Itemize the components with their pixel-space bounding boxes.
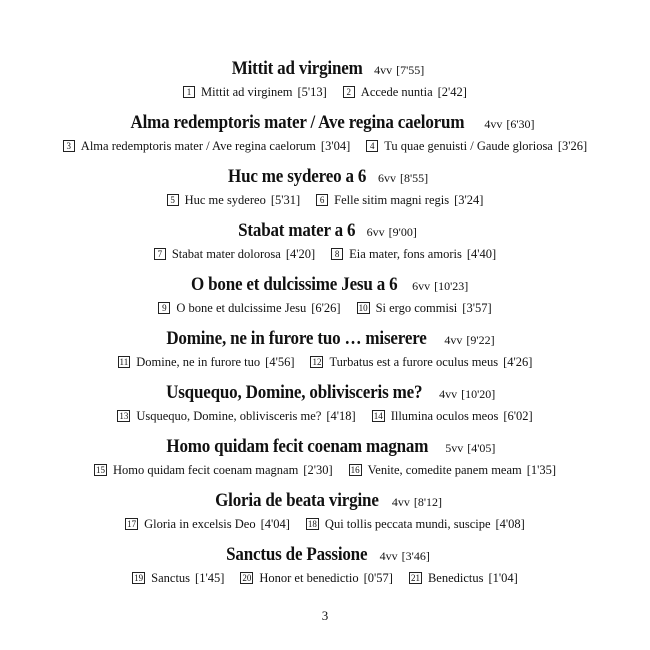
track-number-box: 12 [312, 357, 322, 367]
track-title: Mittit ad virginem [201, 85, 293, 99]
track-title: Venite, comedite panem meam [367, 463, 522, 477]
work-meta [392, 495, 442, 509]
track-row [0, 568, 650, 588]
track-number-box: 8 [331, 248, 343, 260]
work-duration: [8'55] [400, 171, 429, 185]
track-duration: [4'18] [326, 409, 356, 423]
work-entry [0, 489, 650, 543]
work-voices: 4vv [484, 117, 503, 131]
work-duration: [6'30] [506, 117, 535, 131]
work-voices: 4vv [374, 63, 393, 77]
track-duration: [6'26] [311, 301, 341, 315]
track-duration: [2'30] [303, 463, 333, 477]
work-heading [0, 381, 650, 406]
track-item [331, 244, 496, 264]
track-number-box: 9 [158, 302, 170, 314]
track-item [63, 136, 350, 156]
track-duration: [4'26] [503, 355, 533, 369]
track-item [316, 190, 483, 210]
track-duration: [3'57] [462, 301, 492, 315]
work-voices: 4vv [379, 549, 398, 563]
track-row [0, 82, 650, 102]
track-number-box: 6 [316, 194, 328, 206]
track-item [154, 244, 315, 264]
work-heading [0, 273, 650, 298]
work-title: Stabat mater a 6 [238, 221, 356, 241]
track-title: Accede nuntia [360, 85, 433, 99]
track-item [94, 460, 333, 480]
track-duration: [6'02] [503, 409, 533, 423]
track-title: O bone et dulcissime Jesu [176, 301, 307, 315]
work-duration: [10'20] [461, 387, 496, 401]
work-meta [412, 279, 468, 293]
track-item [357, 298, 492, 318]
track-number-box: 11 [119, 357, 129, 367]
track-title: Stabat mater dolorosa [171, 247, 281, 261]
work-duration: [9'22] [466, 333, 495, 347]
track-row [0, 514, 650, 534]
track-number-box: 4 [366, 140, 378, 152]
track-duration: [3'24] [454, 193, 484, 207]
track-number-box: 21 [410, 573, 420, 583]
work-voices: 4vv [391, 495, 410, 509]
work-duration: [9'00] [388, 225, 417, 239]
work-voices: 4vv [444, 333, 463, 347]
work-meta [445, 441, 495, 455]
work-voices: 4vv [439, 387, 458, 401]
track-title: Si ergo commisi [375, 301, 458, 315]
track-title: Alma redemptoris mater / Ave regina caelorum [80, 139, 316, 153]
track-duration: [3'04] [320, 139, 351, 153]
work-title: Sanctus de Passione [226, 545, 368, 565]
track-item [167, 190, 301, 210]
track-title: Turbatus est a furore oculus meus [329, 355, 499, 369]
work-title: Gloria de beata virgine [215, 491, 379, 511]
track-item [306, 514, 525, 534]
work-title: Huc me sydereo a 6 [227, 167, 367, 187]
work-heading [0, 435, 650, 460]
work-title: Mittit ad virginem [231, 59, 363, 79]
work-heading [0, 219, 650, 244]
track-item [310, 352, 532, 372]
track-number-box: 5 [167, 194, 179, 206]
track-title: Huc me sydereo [184, 193, 266, 207]
track-row [0, 136, 650, 156]
track-number-box: 7 [154, 248, 166, 260]
work-entry [0, 165, 650, 219]
work-duration: [4'05] [467, 441, 496, 455]
track-number-box: 13 [119, 411, 129, 421]
work-heading [0, 57, 650, 82]
track-duration: [5'13] [297, 85, 327, 99]
track-duration: [4'08] [495, 517, 525, 531]
work-entry [0, 327, 650, 381]
track-title: Qui tollis peccata mundi, suscipe [324, 517, 491, 531]
track-title: Homo quidam fecit coenam magnam [112, 463, 299, 477]
work-meta [367, 225, 417, 239]
track-number-box: 18 [307, 519, 317, 529]
track-row [0, 460, 650, 480]
track-duration: [4'04] [260, 517, 290, 531]
track-title: Gloria in excelsis Deo [144, 517, 256, 531]
track-row [0, 244, 650, 264]
track-duration: [4'56] [265, 355, 295, 369]
track-item [117, 406, 355, 426]
track-number-box: 3 [63, 140, 75, 152]
track-listing [0, 57, 650, 597]
track-number-box: 1 [183, 86, 195, 98]
track-title: Felle sitim magni regis [334, 193, 450, 207]
work-meta [444, 333, 494, 347]
work-duration: [10'23] [434, 279, 469, 293]
track-number-box: 10 [358, 303, 368, 313]
track-row [0, 352, 650, 372]
track-number-box: 16 [350, 465, 360, 475]
track-duration: [0'57] [363, 571, 393, 585]
work-duration: [3'46] [401, 549, 430, 563]
track-item [132, 568, 224, 588]
work-voices: 6vv [366, 225, 385, 239]
track-number-box: 14 [373, 411, 383, 421]
work-heading [0, 111, 650, 136]
track-duration: [5'31] [270, 193, 301, 207]
track-item [125, 514, 290, 534]
work-entry [0, 57, 650, 111]
track-duration: [4'40] [466, 247, 497, 261]
track-title: Tu quae genuisti / Gaude gloriosa [384, 139, 553, 153]
track-number-box: 15 [95, 465, 105, 475]
track-duration: [4'20] [285, 247, 316, 261]
work-meta [380, 549, 430, 563]
track-title: Usquequo, Domine, oblivisceris me? [136, 409, 322, 423]
work-duration: [7'55] [396, 63, 425, 77]
work-entry [0, 111, 650, 165]
track-item [183, 82, 327, 102]
work-title: Homo quidam fecit coenam magnam [165, 437, 428, 457]
track-title: Illumina oculos meos [390, 409, 499, 423]
track-item [240, 568, 393, 588]
track-duration: [3'26] [557, 139, 588, 153]
work-title: Alma redemptoris mater / Ave regina caelorum [130, 113, 464, 133]
work-title: Usquequo, Domine, oblivisceris me? [165, 383, 422, 403]
track-item [372, 406, 533, 426]
track-number-box: 19 [134, 573, 144, 583]
work-heading [0, 165, 650, 190]
track-number-box: 20 [242, 573, 252, 583]
track-item [343, 82, 467, 102]
work-voices: 6vv [412, 279, 431, 293]
track-title: Sanctus [151, 571, 191, 585]
track-row [0, 298, 650, 318]
work-meta [378, 171, 428, 185]
work-heading [0, 489, 650, 514]
track-item [118, 352, 295, 372]
page-number: 3 [321, 608, 329, 623]
track-duration: [1'35] [526, 463, 557, 477]
work-title: O bone et dulcissime Jesu a 6 [190, 275, 398, 295]
track-item [349, 460, 556, 480]
track-duration: [2'42] [437, 85, 467, 99]
track-row [0, 406, 650, 426]
work-entry [0, 381, 650, 435]
track-row [0, 190, 650, 210]
work-meta [484, 117, 534, 131]
track-duration: [1'04] [488, 571, 518, 585]
track-item [366, 136, 587, 156]
work-meta [374, 63, 424, 77]
work-meta [439, 387, 495, 401]
work-voices: 6vv [378, 171, 397, 185]
work-heading [0, 327, 650, 352]
work-entry [0, 219, 650, 273]
track-duration: [1'45] [195, 571, 225, 585]
track-title: Honor et benedictio [259, 571, 359, 585]
track-title: Eia mater, fons amoris [349, 247, 462, 261]
work-entry [0, 273, 650, 327]
track-title: Domine, ne in furore tuo [136, 355, 261, 369]
work-entry [0, 543, 650, 597]
work-heading [0, 543, 650, 568]
track-number-box: 2 [343, 86, 355, 98]
track-item [158, 298, 340, 318]
track-item [409, 568, 518, 588]
track-number-box: 17 [127, 519, 137, 529]
work-entry [0, 435, 650, 489]
work-duration: [8'12] [413, 495, 442, 509]
work-title: Domine, ne in furore tuo … miserere [166, 329, 428, 349]
track-title: Benedictus [427, 571, 484, 585]
work-voices: 5vv [445, 441, 464, 455]
